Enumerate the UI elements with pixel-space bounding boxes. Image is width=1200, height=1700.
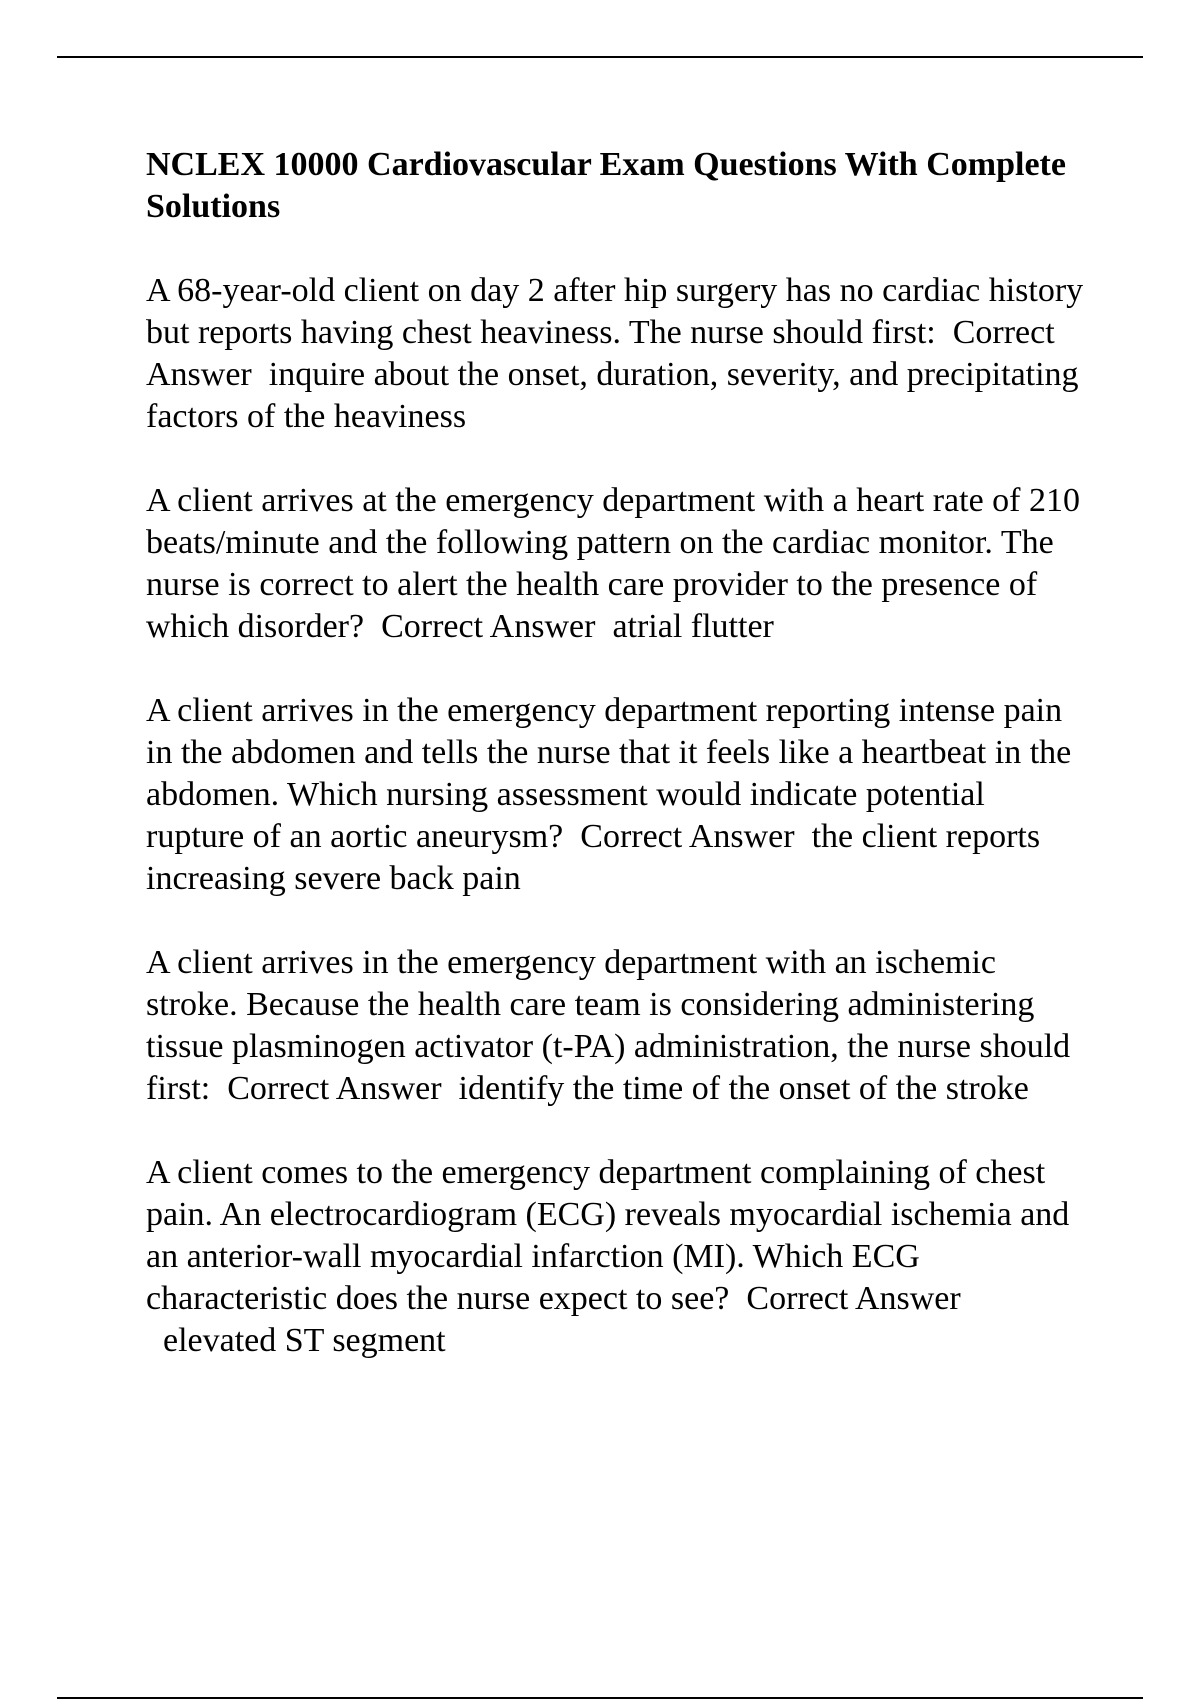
qa-item	[146, 1152, 1086, 1362]
top-divider	[57, 56, 1143, 58]
document-body	[146, 144, 1086, 1404]
answer-label: Correct Answer	[227, 1070, 442, 1107]
answer-text: atrial flutter	[612, 608, 774, 645]
answer-text: elevated ST segment	[163, 1322, 446, 1359]
answer-label: Correct Answer	[746, 1280, 961, 1317]
qa-item	[146, 942, 1086, 1110]
qa-list	[146, 270, 1086, 1362]
question-text: A client arrives at the emergency department with a heart rate of 210 beats/minute and the following pattern on the cardiac monitor. The nurse is correct to alert the health care provider to the presence of which disorder?	[146, 482, 1080, 645]
answer-text: identify the time of the onset of the stroke	[458, 1070, 1029, 1107]
question-text: A 68-year-old client on day 2 after hip surgery has no cardiac history but reports having chest heaviness. The nurse should first:	[146, 272, 1084, 351]
answer-label: Correct Answer	[146, 314, 1055, 393]
bottom-divider	[57, 1697, 1143, 1699]
qa-item	[146, 270, 1086, 438]
question-text: A client arrives in the emergency department reporting intense pain in the abdomen and tells the nurse that it feels like a heartbeat in the abdomen. Which nursing assessment would indicate potential rupture of an aortic aneurysm?	[146, 692, 1072, 855]
answer-label: Correct Answer	[381, 608, 596, 645]
qa-item	[146, 480, 1086, 648]
document-title: NCLEX 10000 Cardiovascular Exam Questions With Complete Solutions	[146, 146, 1066, 225]
question-text: A client comes to the emergency department complaining of chest pain. An electrocardiogram (ECG) reveals myocardial ischemia and an anterior-wall myocardial infarction (MI). Which ECG characteristic does the nurse expect to see?	[146, 1154, 1070, 1317]
qa-item	[146, 690, 1086, 900]
answer-text: the client reports increasing severe back pain	[146, 818, 1041, 897]
answer-text: inquire about the onset, duration, severity, and precipitating factors of the heaviness	[146, 356, 1079, 435]
question-text: A client arrives in the emergency department with an ischemic stroke. Because the health care team is considering administering tissue plasminogen activator (t-PA) administration, the nurse should first:	[146, 944, 1071, 1107]
answer-label: Correct Answer	[580, 818, 795, 855]
